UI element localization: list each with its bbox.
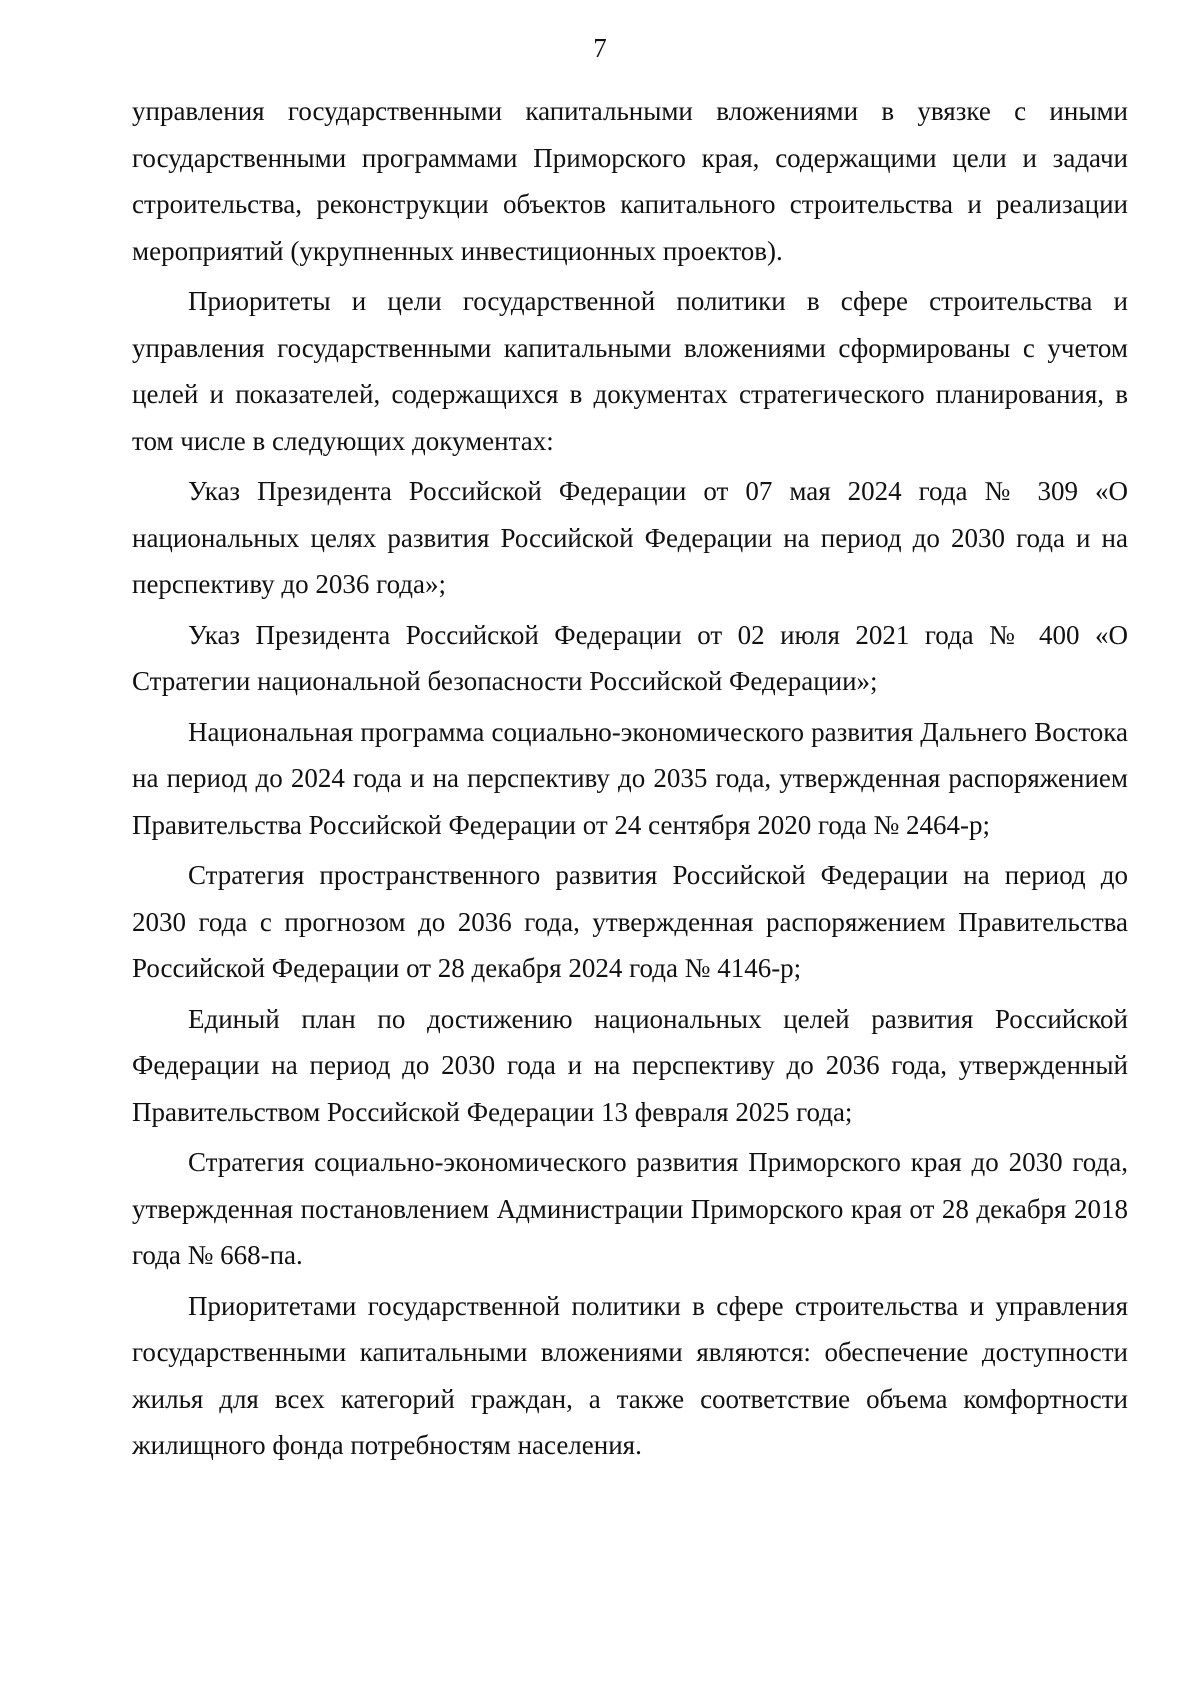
document-body xyxy=(132,88,1128,1473)
paragraph-policy-priorities: Приоритетами государственной политики в сфере строительства и управления государственными капитальными вложениями являются: обеспечение доступности жилья для всех категорий граждан, а также соответствие объема комфортности жилищного фонда потребностям населения. xyxy=(132,1290,1128,1460)
paragraph-primorsky-strategy: Стратегия социально-экономического развития Приморского края до 2030 года, утвержденная постановлением Администрации Приморского края от 28 декабря 2018 года № 668-па. xyxy=(132,1147,1128,1270)
paragraph-continuation: управления государственными капитальными вложениями в увязке с иными государственными программами Приморского края, содержащими цели и задачи строительства, реконструкции объектов капитального строительства и реализации мероприятий (укрупненных инвестиционных проектов). xyxy=(132,96,1128,266)
paragraph-priorities-goals: Приоритеты и цели государственной политики в сфере строительства и управления государственными капитальными вложениями сформированы с учетом целей и показателей, содержащихся в документах стратегического планирования, в том числе в следующих документах: xyxy=(132,286,1128,456)
paragraph-unified-plan: Единый план по достижению национальных целей развития Российской Федерации на период до 2030 года и на перспективу до 2036 года, утвержденный Правительством Российской Федерации 13 февраля 2025 года; xyxy=(132,1003,1128,1127)
paragraph-decree-400: Указ Президента Российской Федерации от 02 июля 2021 года № 400 «О Стратегии национальной безопасности Российской Федерации»; xyxy=(132,619,1128,696)
paragraph-spatial-strategy: Стратегия пространственного развития Российской Федерации на период до 2030 года с прогнозом до 2036 года, утвержденная распоряжением Правительства Российской Федерации от 28 декабря 2024 года № 4146-р; xyxy=(132,860,1128,983)
paragraph-decree-309: Указ Президента Российской Федерации от 07 мая 2024 года № 309 «О национальных целях развития Российской Федерации на период до 2030 года и на перспективу до 2036 года»; xyxy=(132,476,1128,599)
page-number: 7 xyxy=(593,33,607,63)
paragraph-far-east-program: Национальная программа социально-экономического развития Дальнего Востока на период до 2024 года и на перспективу до 2035 года, утвержденная распоряжением Правительства Российской Федерации от 24 сентября 2020 года № 2464-р; xyxy=(132,716,1128,840)
